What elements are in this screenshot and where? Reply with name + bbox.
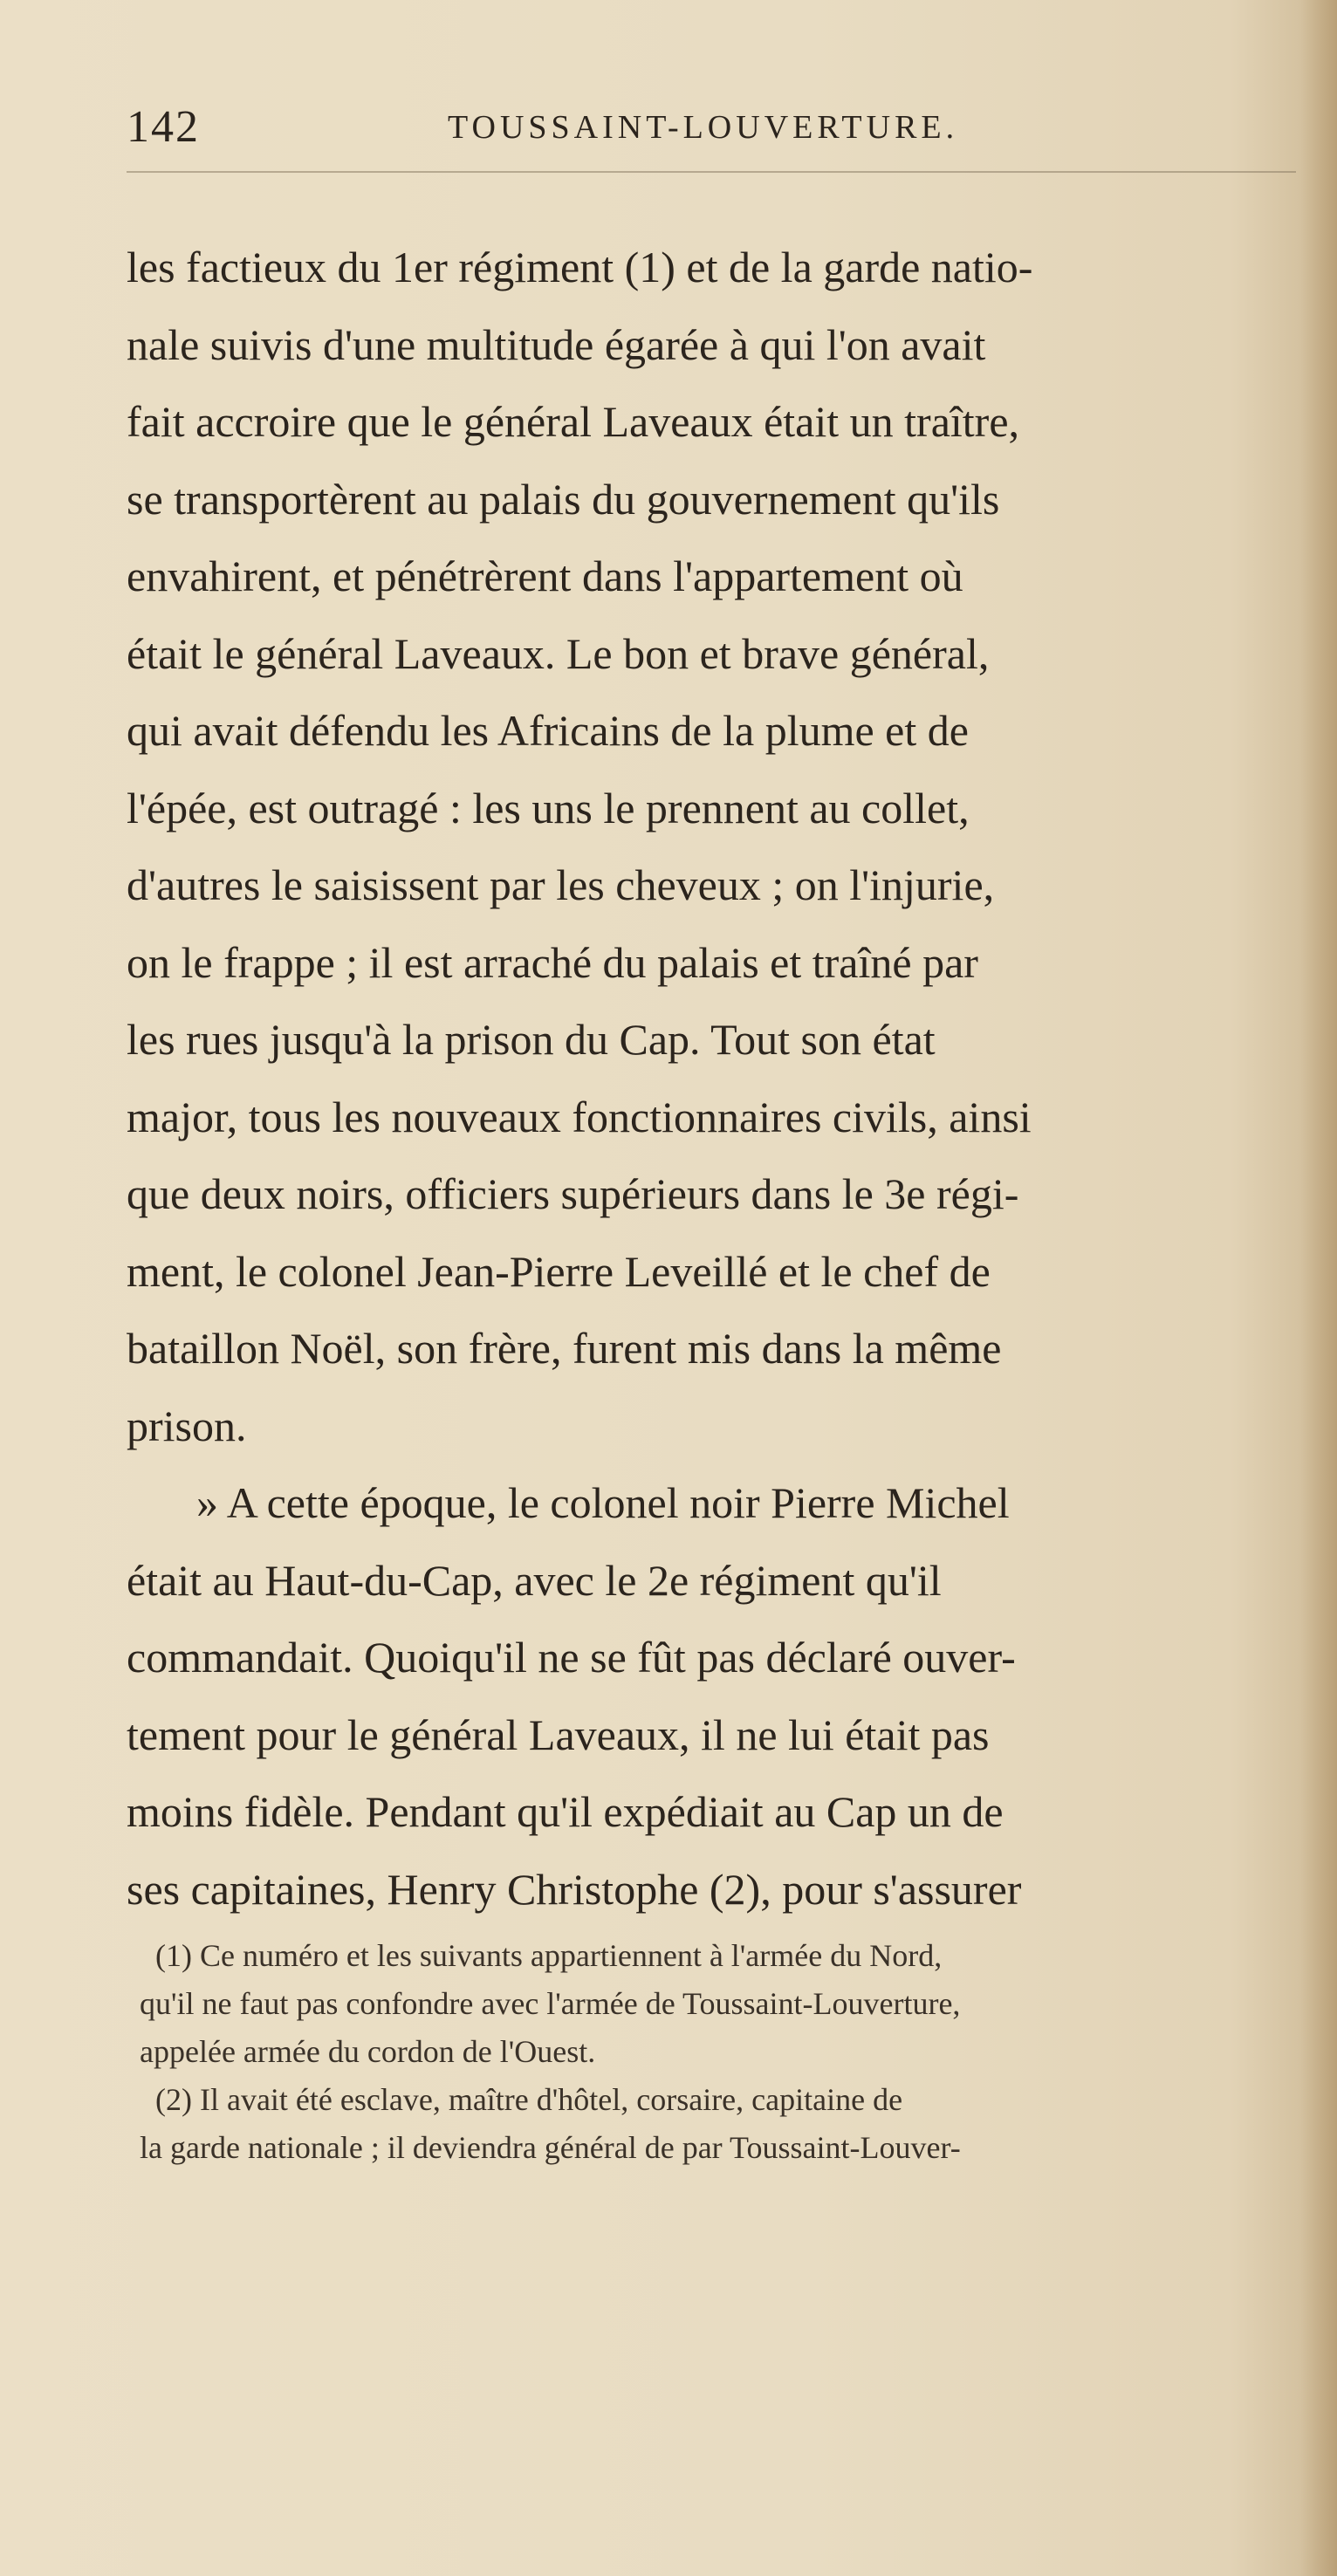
footnote-line: (1) Ce numéro et les suivants appartiennent à l'armée du Nord,: [155, 1938, 943, 1973]
text-line: envahirent, et pénétrèrent dans l'appartement où: [127, 552, 963, 600]
text-line: était le général Laveaux. Le bon et brave général,: [127, 628, 990, 678]
text-line: tement pour le général Laveaux, il ne lui était pas: [127, 1709, 990, 1759]
text-line: commandait. Quoiqu'il ne se fût pas déclaré ouver-: [127, 1633, 1016, 1682]
text-line: les rues jusqu'à la prison du Cap. Tout son état: [127, 1015, 936, 1064]
header-rule: [127, 171, 1296, 173]
text-line: major, tous les nouveaux fonctionnaires civils, ainsi: [127, 1092, 1032, 1141]
footnotes: [140, 1932, 1313, 2172]
text-line: les factieux du 1er régiment (1) et de la garde natio-: [127, 243, 1033, 291]
text-line: prison.: [127, 1401, 247, 1450]
text-line: d'autres le saisissent par les cheveux ; on l'injurie,: [127, 860, 995, 909]
text-line: fait accroire que le général Laveaux était un traître,: [127, 397, 1020, 446]
text-line: bataillon Noël, son frère, furent mis dans la même: [127, 1324, 1002, 1373]
main-text: [127, 229, 1313, 1928]
footnote-line: la garde nationale ; il deviendra général de par Toussaint-Louver-: [140, 2130, 961, 2165]
footnote-line: appelée armée du cordon de l'Ouest.: [140, 2034, 596, 2069]
text-line: était au Haut-du-Cap, avec le 2e régiment qu'il: [127, 1555, 942, 1605]
text-line: on le frappe ; il est arraché du palais et traîné par: [127, 937, 978, 987]
text-line: que deux noirs, officiers supérieurs dans le 3e régi-: [127, 1169, 1019, 1218]
footnote-line: qu'il ne faut pas confondre avec l'armée de Toussaint-Louverture,: [140, 1986, 961, 2021]
text-line: qui avait défendu les Africains de la plume et de: [127, 706, 969, 755]
page-number: 142: [127, 102, 200, 152]
text-line: nale suivis d'une multitude égarée à qui l'on avait: [127, 319, 986, 369]
page-header: [127, 96, 1296, 157]
text-line: se transportèrent au palais du gouvernement qu'ils: [127, 474, 1000, 524]
text-line: l'épée, est outragé : les uns le prennent au collet,: [127, 783, 970, 832]
text-line: moins fidèle. Pendant qu'il expédiait au Cap un de: [127, 1787, 1004, 1836]
text-line: ses capitaines, Henry Christophe (2), pour s'assurer: [127, 1864, 1022, 1914]
running-title: TOUSSAINT-LOUVERTURE.: [448, 109, 959, 146]
text-line: ment, le colonel Jean-Pierre Leveillé et le chef de: [127, 1246, 991, 1296]
footnote-line: (2) Il avait été esclave, maître d'hôtel, corsaire, capitaine de: [155, 2082, 903, 2117]
text-line: » A cette époque, le colonel noir Pierre Michel: [196, 1478, 1010, 1527]
